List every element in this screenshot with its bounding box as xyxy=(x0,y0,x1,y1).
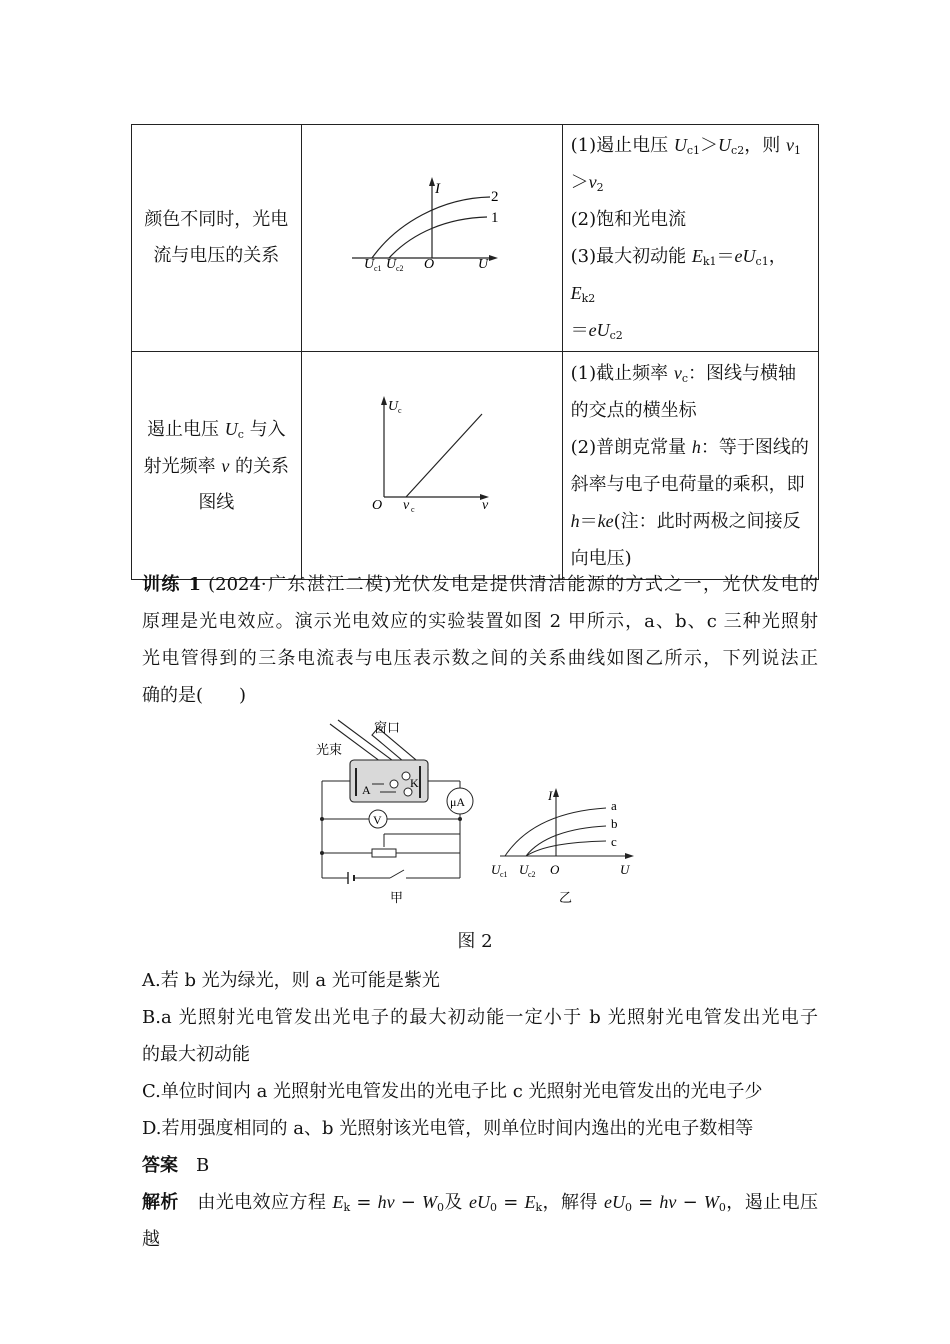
apparatus-diagram xyxy=(316,720,473,905)
current-voltage-graph xyxy=(302,143,562,329)
row2-graph-cell xyxy=(301,352,562,580)
origin-label: O xyxy=(371,498,382,513)
curve-1 xyxy=(389,217,487,258)
option-d: D.若用强度相同的 a、b 光照射该光电管，则单位时间内逸出的光电子数相等 xyxy=(142,1118,754,1139)
uc2-label: U xyxy=(385,256,396,272)
table-row xyxy=(132,352,819,580)
curve-c-label: c xyxy=(611,834,617,849)
cathode-label: K xyxy=(410,776,419,790)
voltmeter-label: V xyxy=(373,813,382,827)
uc1-sub: c1 xyxy=(500,870,508,879)
row1-graph-cell xyxy=(301,125,562,352)
rheostat xyxy=(372,849,396,857)
note-2: (2)饱和光电流 xyxy=(570,209,687,230)
table-row xyxy=(132,125,819,352)
anode-label: A xyxy=(362,783,371,797)
stopping-voltage-frequency-graph xyxy=(302,352,562,574)
window-label: 窗口 xyxy=(374,720,401,735)
exercise-line-4: 确的是( ) xyxy=(142,685,247,706)
analysis: 解析 由光电效应方程 $E_k = h\nu - W_0$及 $eU_0 = E_k$，解得 $eU_0 = h\nu - W_0$，遏止电压越 xyxy=(142,1192,819,1250)
uc-axis-label: U xyxy=(387,399,398,414)
v-axis-label: ν xyxy=(481,498,488,513)
figure-2 xyxy=(300,716,640,912)
uc2-label: U xyxy=(519,862,529,877)
answer xyxy=(142,1147,818,1184)
vc-sub: c xyxy=(410,505,415,514)
jia-label: 甲 xyxy=(390,890,404,905)
uc2-sub: c2 xyxy=(395,263,404,273)
origin-label: O xyxy=(550,862,560,877)
option-c: C.单位时间内 a 光照射光电管发出的光电子比 c 光照射光电管发出的光电子少 xyxy=(142,1081,763,1102)
uc1-label: U xyxy=(363,256,374,272)
origin-label: O xyxy=(423,256,434,272)
exercise-line-3: 光电管得到的三条电流表与电压表示数之间的关系曲线如图乙所示，下列说法正 xyxy=(142,648,818,669)
u-label: U xyxy=(620,862,630,877)
microammeter-label: μA xyxy=(450,795,466,809)
vc-label: ν xyxy=(402,498,409,513)
uc2-sub: c2 xyxy=(528,870,536,879)
yi-label: 乙 xyxy=(559,890,573,905)
u-axis-label: U xyxy=(477,256,488,272)
i-label: I xyxy=(548,788,553,803)
row2-notes xyxy=(562,352,818,580)
curve-a-label: a xyxy=(611,798,617,813)
comparison-table xyxy=(131,124,819,580)
analysis-label: 解析 xyxy=(142,1192,179,1213)
curve-c xyxy=(526,841,606,856)
switch xyxy=(390,870,404,878)
row2-label: 遏止电压 $U_c$ 与入射光频率 v 的关系图线 xyxy=(132,352,302,580)
exercise-line-2: 原理是光电效应。演示光电效应的实验装置如图 2 甲所示，a、b、c 三种光照射 xyxy=(142,611,818,632)
iu-graph xyxy=(491,788,634,905)
exercise-line-1: 训练 1 (2024·广东湛江二模)光伏发电是提供清洁能源的方式之一，光伏发电的 xyxy=(142,574,818,595)
beam-label: 光束 xyxy=(316,742,343,757)
figure-caption: 图 2 xyxy=(457,931,493,952)
note-3: (3)最大初动能 $E_{k1}=eU_{c1}$，$E_{k2}$ xyxy=(570,246,787,305)
note-3-cont: $=eU_{c2}$ xyxy=(570,320,623,342)
curve-2-label: 2 xyxy=(490,188,499,205)
option-a: A.若 b 光为绿光，则 a 光可能是紫光 xyxy=(142,970,440,991)
answer-value: B xyxy=(196,1155,210,1176)
curve-1-label: 1 xyxy=(490,209,499,226)
curve-2 xyxy=(372,197,490,258)
row1-notes xyxy=(562,125,818,352)
i-axis-label: I xyxy=(434,180,440,197)
note-2: (2)普朗克常量 h：等于图线的斜率与电子电荷量的乘积，即 h＝ke(注：此时两极之间接反向电压) xyxy=(570,436,809,569)
uc-axis-sub: c xyxy=(397,406,402,415)
uc-line xyxy=(406,414,482,497)
curve-b-label: b xyxy=(611,816,618,831)
note-1: (1)遏止电压 $U_{c1}>U_{c2}$，则 $v_1$ xyxy=(570,135,801,157)
exercise-tag: 训练 1 xyxy=(142,574,201,595)
answer-label: 答案 xyxy=(142,1155,178,1176)
option-b-cont: 的最大初动能 xyxy=(142,1044,250,1065)
option-b: B.a 光照射光电管发出光电子的最大初动能一定小于 b 光照射光电管发出光电子 xyxy=(142,1007,818,1028)
note-1-cont: $>v_2$ xyxy=(570,172,604,194)
uc1-sub: c1 xyxy=(373,263,382,273)
note-1: (1)截止频率 $v_c$：图线与横轴的交点的横坐标 xyxy=(570,362,797,421)
row1-label: 颜色不同时，光电流与电压的关系 xyxy=(132,125,302,352)
uc1-label: U xyxy=(491,862,501,877)
